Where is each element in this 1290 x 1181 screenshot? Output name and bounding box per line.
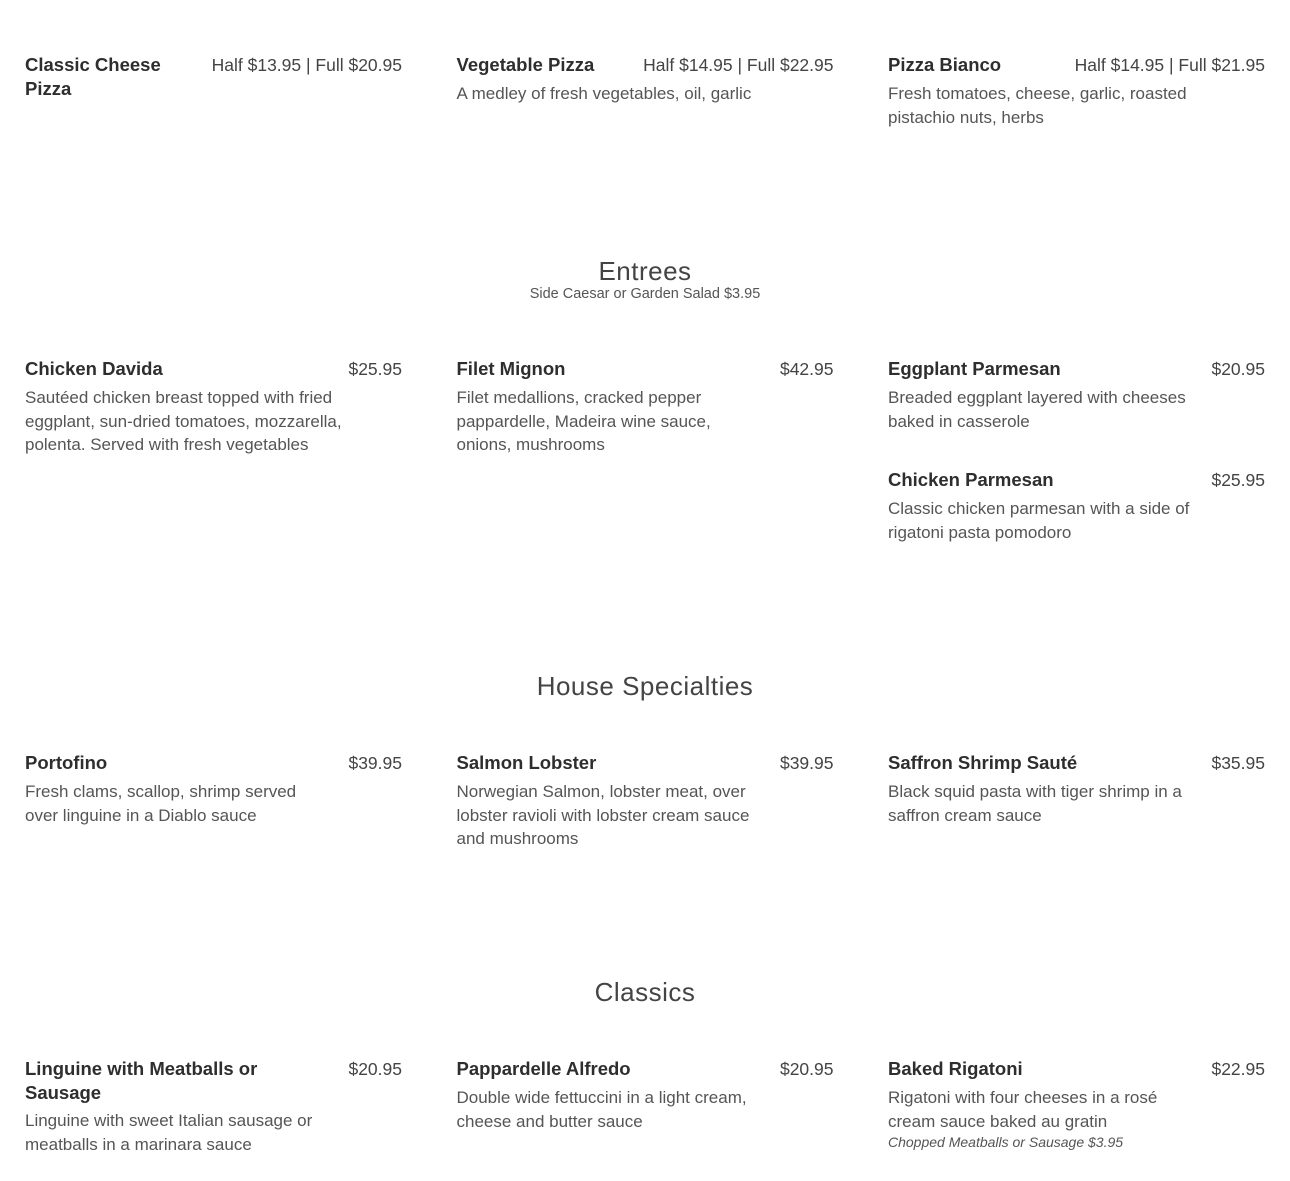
menu-item-header — [457, 1057, 834, 1081]
menu-item-header — [888, 1057, 1265, 1081]
menu-item-name: Chicken Parmesan — [888, 469, 1054, 490]
menu-item-salmon-lobster — [457, 751, 834, 851]
section-subtitle-entrees: Side Caesar or Garden Salad $3.95 — [529, 286, 761, 302]
menu-item-header — [25, 357, 402, 381]
menu-item-price: $20.95 — [779, 1059, 834, 1079]
menu-item-vegetable-pizza — [457, 53, 834, 106]
menu-item-name: Pizza Bianco — [888, 54, 1002, 75]
specialties-column-2 — [457, 751, 834, 876]
menu-item-header — [457, 357, 834, 381]
menu-item-description: Filet medallions, cracked pepper pappardelle, Madeira wine sauce, onions, mushrooms — [456, 388, 711, 454]
menu-item-name: Vegetable Pizza — [456, 54, 595, 75]
menu-item-header — [25, 1057, 402, 1105]
menu-item-price: $42.95 — [779, 359, 834, 379]
menu-item-name: Linguine with Meatballs or Sausage — [25, 1058, 258, 1103]
menu-item-price: $35.95 — [1211, 753, 1265, 773]
menu-item-linguine-meatballs-sausage — [25, 1057, 402, 1156]
menu-item-header — [888, 751, 1265, 775]
menu-item-description: A medley of fresh vegetables, oil, garlic — [456, 84, 752, 103]
classics-column-1 — [25, 1057, 402, 1181]
menu-item-addon-note: Chopped Meatballs or Sausage $3.95 — [888, 1134, 1124, 1150]
menu-item-price: Half $14.95 | Full $22.95 — [643, 55, 834, 75]
menu-item-saffron-shrimp-saute — [888, 751, 1265, 827]
menu-item-price: $22.95 — [1211, 1059, 1265, 1079]
menu-item-name: Salmon Lobster — [456, 752, 597, 773]
menu-item-description: Double wide fettuccini in a light cream, cheese and butter sauce — [456, 1088, 747, 1131]
menu-item-description: Linguine with sweet Italian sausage or meatballs in a marinara sauce — [25, 1111, 313, 1154]
menu-item-price: Half $13.95 | Full $20.95 — [211, 55, 402, 75]
menu-item-description: Classic chicken parmesan with a side of rigatoni pasta pomodoro — [888, 499, 1190, 542]
menu-item-name: Chicken Davida — [25, 358, 163, 379]
pizza-items-row — [25, 53, 1265, 154]
menu-item-name: Pappardelle Alfredo — [456, 1058, 631, 1079]
entrees-column-3 — [888, 357, 1265, 569]
menu-item-name: Classic Cheese Pizza — [25, 54, 161, 99]
menu-item-header — [25, 751, 402, 775]
menu-item-price: $25.95 — [348, 359, 402, 379]
menu-item-description: Fresh tomatoes, cheese, garlic, roasted pistachio nuts, herbs — [888, 84, 1187, 127]
menu-item-description: Black squid pasta with tiger shrimp in a saffron cream sauce — [888, 782, 1182, 825]
pizza-column-3 — [888, 53, 1265, 154]
specialties-column-3 — [888, 751, 1265, 876]
menu-item-pappardelle-alfredo — [457, 1057, 834, 1133]
menu-item-header — [457, 751, 834, 775]
specialties-items-row — [25, 751, 1265, 876]
menu-item-header — [888, 357, 1265, 381]
classics-column-3 — [888, 1057, 1265, 1181]
menu-item-portofino — [25, 751, 402, 827]
section-title-classics: Classics — [594, 977, 696, 1007]
menu-item-description: Sautéed chicken breast topped with fried eggplant, sun-dried tomatoes, mozzarella, polenta. Served with fresh vegetables — [25, 388, 342, 454]
section-title-house-specialties: House Specialties — [536, 671, 754, 701]
specialties-column-1 — [25, 751, 402, 876]
menu-item-filet-mignon — [457, 357, 834, 457]
menu-item-description: Breaded eggplant layered with cheeses baked in casserole — [888, 388, 1186, 431]
menu-item-header — [888, 53, 1265, 77]
entrees-column-1 — [25, 357, 402, 569]
menu-item-name: Eggplant Parmesan — [888, 358, 1061, 379]
menu-item-price: $39.95 — [348, 753, 402, 773]
entrees-items-row — [25, 357, 1265, 569]
pizza-column-1 — [25, 53, 402, 154]
menu-item-price: $39.95 — [779, 753, 834, 773]
entrees-column-2 — [457, 357, 834, 569]
menu-item-name: Filet Mignon — [456, 358, 566, 379]
menu-item-classic-cheese-pizza — [25, 53, 402, 101]
menu-item-baked-rigatoni — [888, 1057, 1265, 1151]
section-title-entrees: Entrees — [598, 256, 692, 286]
menu-item-chicken-davida — [25, 357, 402, 457]
pizza-column-2 — [457, 53, 834, 154]
menu-item-name: Saffron Shrimp Sauté — [888, 752, 1078, 773]
menu-item-header — [888, 468, 1265, 492]
menu-item-name: Portofino — [25, 752, 108, 773]
classics-items-row — [25, 1057, 1265, 1181]
menu-item-header — [457, 53, 834, 77]
menu-item-description: Fresh clams, scallop, shrimp served over linguine in a Diablo sauce — [25, 782, 297, 825]
menu-item-price: $25.95 — [1211, 470, 1265, 490]
menu-item-name: Baked Rigatoni — [888, 1058, 1023, 1079]
menu-item-chicken-parmesan — [888, 468, 1265, 544]
menu-item-price: Half $14.95 | Full $21.95 — [1074, 55, 1265, 75]
menu-item-price: $20.95 — [1211, 359, 1265, 379]
classics-column-2 — [457, 1057, 834, 1181]
menu-item-eggplant-parmesan — [888, 357, 1265, 433]
menu-item-price: $20.95 — [348, 1059, 402, 1079]
menu-item-pizza-bianco — [888, 53, 1265, 129]
menu-item-description: Rigatoni with four cheeses in a rosé cream sauce baked au gratin — [888, 1088, 1158, 1131]
menu-item-header — [25, 53, 402, 101]
menu-item-description: Norwegian Salmon, lobster meat, over lobster ravioli with lobster cream sauce and mushrooms — [456, 782, 750, 848]
